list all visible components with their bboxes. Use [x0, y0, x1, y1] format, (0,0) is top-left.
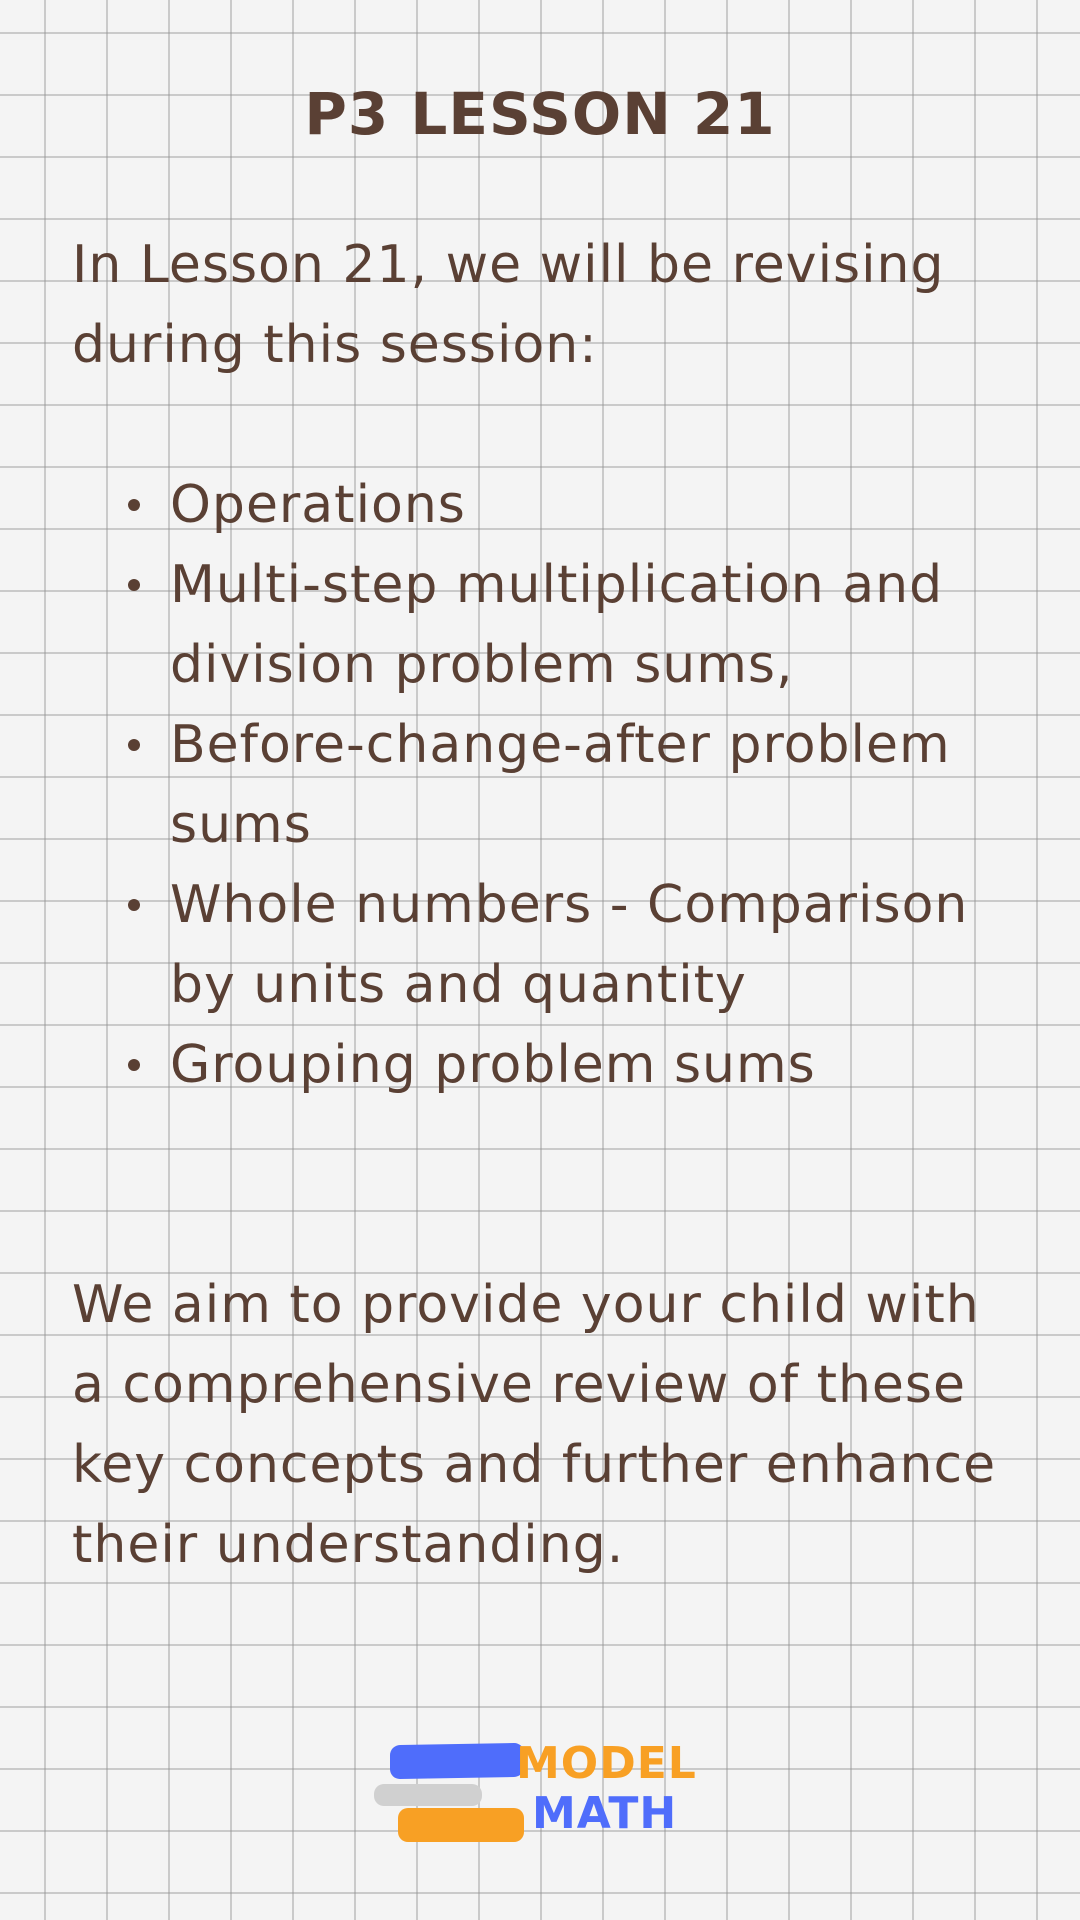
page-title: P3 LESSON 21 [304, 80, 776, 148]
logo-orange-bar-icon [398, 1808, 524, 1842]
list-item [170, 705, 1032, 865]
model-math-logo [374, 1740, 714, 1850]
list-item [170, 1025, 1032, 1105]
topic-label: Multi-step multiplication and division problem sums, [170, 555, 944, 695]
topic-label: Grouping problem sums [170, 1035, 816, 1095]
bullet-icon [128, 499, 140, 511]
bullet-icon [128, 1059, 140, 1071]
topic-label: Whole numbers - Comparison by units and quantity [170, 875, 969, 1015]
logo-grey-bar-icon [374, 1784, 482, 1806]
intro-paragraph: In Lesson 21, we will be revising during this session: [72, 235, 945, 375]
list-item [170, 465, 1032, 545]
bullet-icon [128, 739, 140, 751]
bullet-icon [128, 899, 140, 911]
logo-text-math: MATH [532, 1788, 678, 1839]
topic-label: Operations [170, 475, 466, 535]
closing-paragraph: We aim to provide your child with a comprehensive review of these key concepts and further enhance their understanding. [72, 1275, 997, 1575]
topics-list [72, 465, 1032, 1105]
list-item [170, 865, 1032, 1025]
logo-blue-bar-icon [390, 1743, 524, 1779]
logo-text-model: MODEL [516, 1738, 697, 1789]
list-item [170, 545, 1032, 705]
topic-label: Before-change-after problem sums [170, 715, 951, 855]
bullet-icon [128, 579, 140, 591]
